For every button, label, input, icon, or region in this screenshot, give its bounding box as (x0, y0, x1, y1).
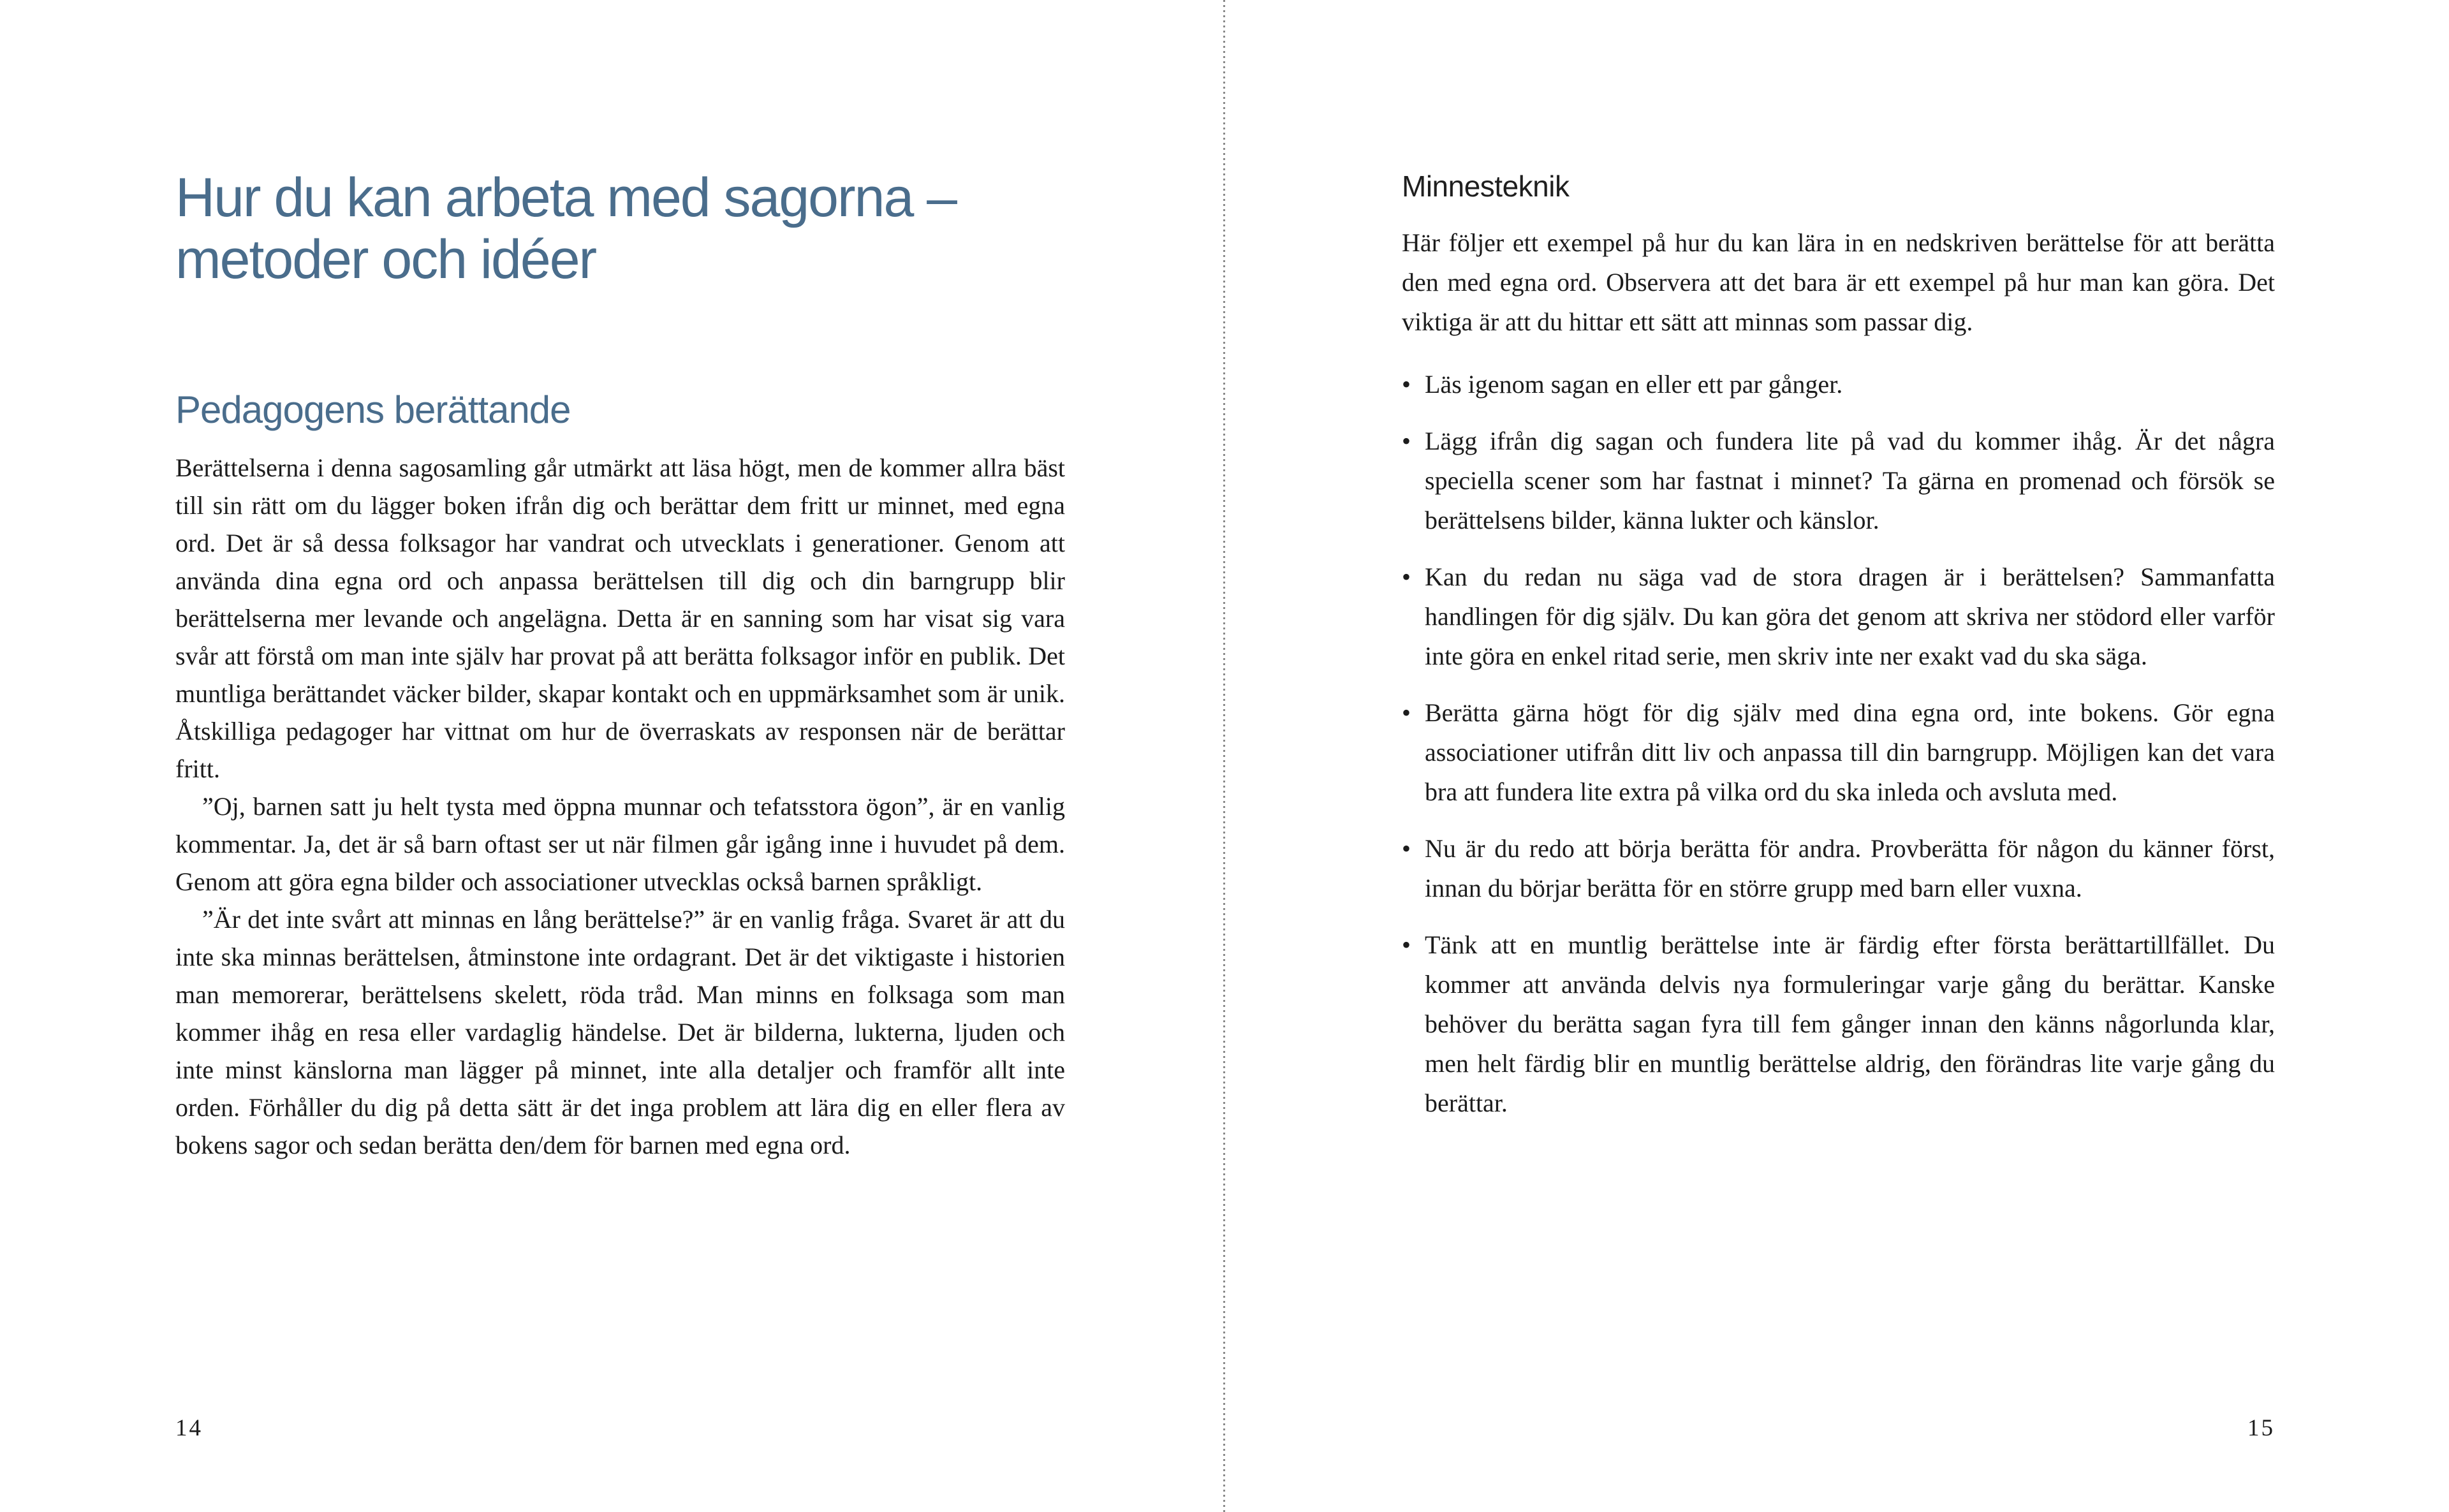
page-number-right: 15 (2247, 1415, 2275, 1441)
intro-paragraph: Här följer ett exempel på hur du kan lära in en nedskriven berättelse för att berätta den med egna ord. Observera att det bara är ett exempel på hur man kan göra. Det viktiga är att du hittar ett sätt att minnas som passar dig. (1402, 228, 2275, 336)
list-item (1402, 365, 2275, 404)
right-page (1402, 0, 2275, 1512)
list-item (1402, 693, 2275, 812)
list-item-text: Berätta gärna högt för dig själv med dina egna ord, inte bokens. Gör egna associationer utifrån ditt liv och anpassa till din barngrupp. Möjligen kan det vara bra att fundera lite extra på vilka ord du ska inleda och avsluta med. (1425, 698, 2275, 806)
bullet-icon: • (1402, 834, 1411, 863)
body-paragraph: ”Är det inte svårt att minnas en lång berättelse?” är en vanlig fråga. Svaret är att du inte ska minnas berättelsen, åtminstone inte ordagrant. Det är det viktigaste i historien man memorerar, berättelsens skelett, röda tråd. Man minns en folksaga som man kommer ihåg en resa eller vardaglig händelse. Det är bilderna, lukterna, ljuden och inte minst känslorna man lägger på minnet, inte alla detaljer och framför allt inte orden. Förhåller du dig på detta sätt är det inga problem att lära dig en eller flera av bokens sagor och sedan berätta den/dem för barnen med egna ord. (175, 905, 1065, 1159)
body-text-block (175, 449, 1065, 1164)
list-item (1402, 557, 2275, 676)
chapter-title-line-1: Hur du kan arbeta med sagorna – (175, 167, 957, 228)
list-item (1402, 925, 2275, 1123)
list-item-text: Kan du redan nu säga vad de stora dragen är i berättelsen? Sammanfatta handlingen för dig själv. Du kan göra det genom att skriva ner stödord eller varför inte göra en enkel ritad serie, men skriv inte ner exakt vad du ska säga. (1425, 562, 2275, 670)
bullet-icon: • (1402, 930, 1411, 959)
list-item-text: Läs igenom sagan en eller ett par gånger. (1425, 370, 1843, 399)
memory-tips-list (1402, 365, 2275, 1123)
chapter-title-line-2: metoder och idéer (175, 229, 596, 290)
list-item-text: Tänk att en muntlig berättelse inte är färdig efter första berättartillfället. Du kommer att använda delvis nya formuleringar varje gång du berättar. Kanske behöver du berätta sagan fyra till fem gånger innan den känns någorlunda klar, men helt färdig blir en muntlig berättelse aldrig, den förändras lite varje gång du berättar. (1425, 930, 2275, 1117)
bullet-icon: • (1402, 427, 1411, 455)
list-item-text: Nu är du redo att börja berätta för andra. Provberätta för någon du känner först, innan du börjar berätta för en större grupp med barn eller vuxna. (1425, 834, 2275, 902)
body-paragraph: Berättelserna i denna sagosamling går utmärkt att läsa högt, men de kommer allra bäst till sin rätt om du lägger boken ifrån dig och berättar dem fritt ur minnet, med egna ord. Det är så dessa folksagor har vandrat och utvecklats i generationer. Genom att använda dina egna ord och anpassa berättelsen till dig och din barngrupp blir berättelserna mer levande och angelägna. Detta är en sanning som har visat sig vara svår att förstå om man inte själv har provat på att berätta folksagor inför en publik. Det muntliga berättandet väcker bilder, skapar kontakt och en uppmärksamhet som är unik. Åtskilliga pedagoger har vittnat om hur de överraskats av responsen när de berättar fritt. (175, 453, 1065, 783)
bullet-icon: • (1402, 370, 1411, 399)
chapter-title (175, 167, 1065, 291)
page-number-left: 14 (175, 1415, 203, 1441)
body-paragraph: ”Oj, barnen satt ju helt tysta med öppna munnar och tefatsstora ögon”, är en vanlig kommentar. Ja, det är så barn oftast ser ut när filmen går igång inne i huvudet på dem. Genom att göra egna bilder och associationer utvecklas också barnen språkligt. (175, 792, 1065, 896)
bullet-icon: • (1402, 562, 1411, 591)
subsection-heading: Minnesteknik (1402, 170, 1570, 203)
page-gutter-divider (1223, 0, 1225, 1512)
bullet-icon: • (1402, 698, 1411, 727)
list-item-text: Lägg ifrån dig sagan och fundera lite på vad du kommer ihåg. Är det några speciella scener som har fastnat i minnet? Ta gärna en promenad och försök se berättelsens bilder, känna lukter och känslor. (1425, 427, 2275, 534)
left-page (175, 0, 1065, 1512)
list-item (1402, 829, 2275, 908)
list-item (1402, 422, 2275, 540)
section-heading: Pedagogens berättande (175, 388, 571, 431)
